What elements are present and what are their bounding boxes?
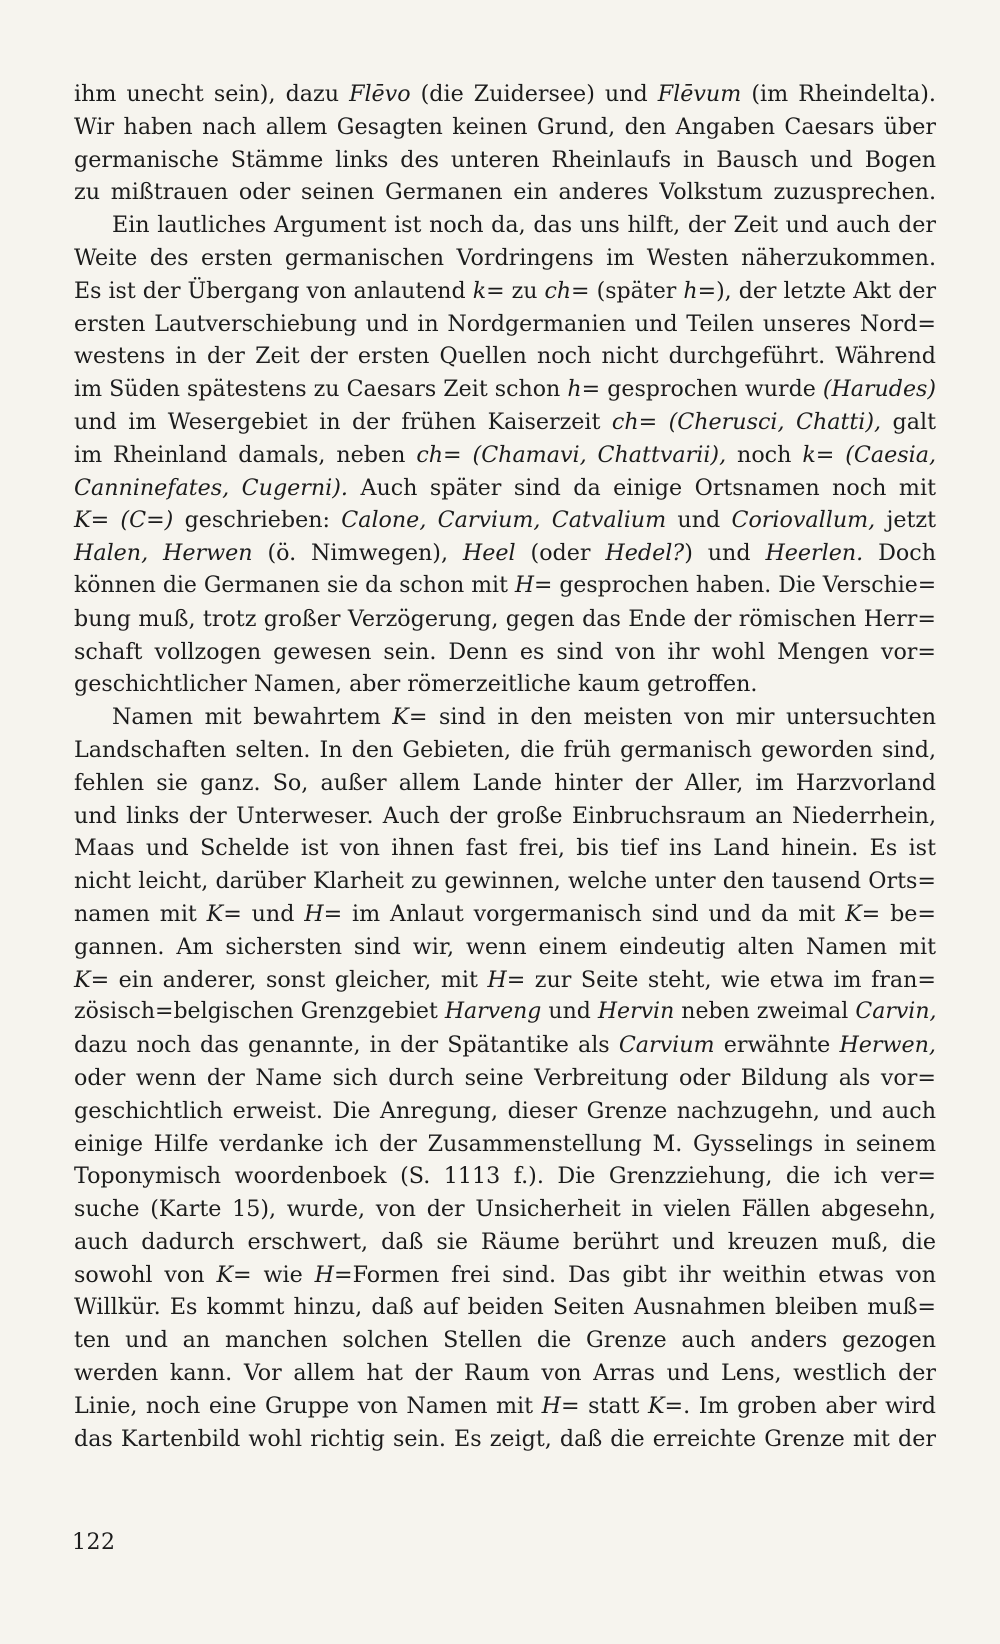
italic-term: Carvin, — [855, 999, 937, 1025]
text-line — [74, 1029, 936, 1062]
text-run: germanische Stämme links des unteren Rheinlaufs in Bausch und Bogen — [74, 146, 936, 173]
text-line — [74, 931, 936, 964]
text-line — [74, 832, 936, 865]
text-run: Weite des ersten germanischen Vordringens im Westen näherzukommen. — [74, 244, 936, 271]
text-line — [74, 1095, 936, 1128]
text-run: geschrieben: — [173, 507, 342, 534]
text-run: ten und an manchen solchen Stellen die Grenze auch anders gezogen — [74, 1327, 936, 1354]
text-run: (später — [589, 277, 684, 304]
italic-term: Flēvum — [657, 81, 742, 107]
text-run: und — [541, 999, 598, 1025]
italic-term: Coriovallum, — [731, 507, 876, 534]
italic-term: H= — [541, 1392, 580, 1419]
text-run: und — [666, 507, 732, 534]
text-run: oder wenn der Name sich durch seine Verbreitung oder Bildung als vor= — [74, 1064, 936, 1091]
italic-term: ch= (Chamavi, Chattvarii), — [416, 441, 727, 468]
body-text — [74, 78, 936, 1455]
italic-term: K= — [74, 966, 110, 993]
text-run: ) und — [684, 540, 766, 567]
text-run: (die Zuidersee) und — [410, 81, 658, 107]
text-line — [74, 767, 936, 800]
italic-term: h= — [683, 277, 717, 304]
text-run: nicht leicht, darüber Klarheit zu gewinnen, welche unter den tausend Orts= — [74, 868, 936, 895]
text-run: geschichtlicher Namen, aber römerzeitliche kaum getroffen. — [74, 671, 758, 698]
text-line — [74, 1390, 936, 1423]
text-run: Formen frei sind. Das gibt ihr weithin etwas von — [352, 1261, 936, 1288]
text-run: und links der Unterweser. Auch der große Einbruchsraum an Niederrhein, — [74, 802, 936, 829]
text-run: . Im groben aber wird — [683, 1392, 936, 1419]
text-run: einige Hilfe verdanke ich der Zusammenstellung M. Gysselings in seinem — [74, 1130, 936, 1157]
text-run: dazu noch das genannte, in der Spätantike als — [74, 1032, 619, 1059]
italic-term: Herwen, — [839, 1032, 936, 1059]
italic-term: Carvium — [618, 1032, 715, 1059]
text-run: Linie, noch eine Gruppe von Namen mit — [74, 1392, 542, 1419]
text-run: bung muß, trotz großer Verzögerung, gegen das Ende der römischen Herr= — [74, 605, 936, 632]
text-run: (oder — [515, 540, 606, 567]
text-line — [74, 1357, 936, 1390]
text-line — [74, 472, 936, 505]
text-run: fehlen sie ganz. So, außer allem Lande hinter der Aller, im Harzvorland — [74, 769, 936, 796]
text-run: und im Wesergebiet in der frühen Kaiserzeit — [74, 408, 612, 435]
text-run: Es ist der Übergang von anlautend — [74, 277, 473, 304]
text-line — [74, 1423, 936, 1456]
text-line — [74, 603, 936, 636]
text-line — [74, 1160, 936, 1193]
text-run: Auch später sind da einige Ortsnamen noch mit — [347, 474, 936, 501]
text-line — [74, 308, 936, 341]
text-run: schaft vollzogen gewesen sein. Denn es sind von ihr wohl Mengen vor= — [74, 638, 936, 665]
italic-term: H= — [304, 900, 343, 927]
text-run: im Süden spätestens zu Caesars Zeit schon — [74, 376, 568, 403]
text-run: be= — [880, 900, 936, 927]
italic-term: H= — [514, 572, 553, 598]
text-run: neben zweimal — [674, 999, 856, 1025]
text-run: Namen mit bewahrtem — [112, 704, 393, 731]
italic-term: Harveng — [444, 999, 542, 1025]
text-line — [74, 504, 936, 537]
text-run: Maas und Schelde ist von ihnen fast frei, bis tief ins Land hinein. Es ist — [74, 835, 936, 862]
text-run: und — [241, 900, 305, 927]
italic-term: Halen, Herwen — [74, 540, 253, 567]
text-run: Ein lautliches Argument ist noch da, das uns hilft, der Zeit und auch der — [112, 212, 936, 239]
text-run: noch — [726, 441, 803, 468]
text-run: im Anlaut vorgermanisch sind und da mit — [342, 900, 846, 927]
italic-term: K= (C=) — [74, 507, 174, 534]
italic-term: K= — [845, 900, 881, 927]
text-line — [74, 537, 936, 570]
text-line — [74, 701, 936, 734]
italic-term: H= — [314, 1261, 353, 1288]
text-run: zösisch=belgischen Grenzgebiet — [74, 999, 445, 1025]
text-run: galt — [881, 408, 936, 435]
text-line — [74, 1128, 936, 1161]
text-run: das Kartenbild wohl richtig sein. Es zeigt, daß die erreichte Grenze mit der — [74, 1425, 936, 1452]
text-line — [74, 996, 936, 1029]
text-line — [74, 275, 936, 308]
text-run: werden kann. Vor allem hat der Raum von Arras und Lens, westlich der — [74, 1360, 936, 1387]
italic-term: Heel — [462, 540, 516, 567]
text-run: Toponymisch woordenboek (S. 1113 f.). Die Grenzziehung, die ich ver= — [74, 1163, 936, 1190]
italic-term: (Harudes) — [822, 376, 936, 403]
italic-term: K= — [216, 1261, 252, 1288]
text-run: erwähnte — [714, 1032, 840, 1059]
text-line — [74, 570, 936, 603]
text-run: sowohl von — [74, 1261, 217, 1288]
text-line — [74, 209, 936, 242]
italic-term: Calone, Carvium, Catvalium — [341, 507, 667, 534]
text-run: zur Seite steht, wie etwa im fran= — [525, 966, 936, 993]
text-line — [74, 439, 936, 472]
text-run: namen mit — [74, 900, 207, 927]
italic-term: k= — [472, 277, 505, 304]
text-line — [74, 1291, 936, 1324]
text-line — [74, 406, 936, 439]
text-run: gannen. Am sichersten sind wir, wenn einem eindeutig alten Namen mit — [74, 933, 936, 960]
text-line — [74, 1259, 936, 1292]
text-run: (ö. Nimwegen), — [252, 540, 463, 567]
text-line — [74, 636, 936, 669]
text-run: zu — [504, 277, 545, 304]
text-run: Willkür. Es kommt hinzu, daß auf beiden Seiten Ausnahmen bleiben muß= — [74, 1294, 936, 1321]
italic-term: K= — [647, 1392, 684, 1419]
text-run: ein anderer, sonst gleicher, mit — [109, 966, 488, 993]
text-run: (im Rheindelta). — [741, 81, 936, 107]
text-line — [74, 734, 936, 767]
italic-term: H= — [487, 966, 526, 993]
italic-term: K= — [206, 900, 242, 927]
italic-term: Canninefates, Cugerni). — [74, 474, 348, 501]
text-line — [74, 1324, 936, 1357]
text-line — [74, 242, 936, 275]
text-line — [74, 1062, 936, 1095]
text-run: können die Germanen sie da schon mit — [74, 572, 515, 598]
text-line — [74, 78, 936, 111]
italic-term: Flēvo — [349, 81, 411, 107]
text-line — [74, 668, 936, 701]
italic-term: K= — [392, 704, 428, 731]
text-line — [74, 1226, 936, 1259]
text-run: ), der letzte Akt der — [716, 277, 937, 304]
text-run: gesprochen wurde — [600, 376, 823, 403]
italic-term: Hervin — [597, 999, 675, 1025]
text-line — [74, 340, 936, 373]
text-run: Doch — [863, 540, 936, 567]
text-run: auch dadurch erschwert, daß sie Räume berührt und kreuzen muß, die — [74, 1228, 936, 1255]
text-line — [74, 898, 936, 931]
text-line — [74, 111, 936, 144]
text-line — [74, 176, 936, 209]
text-run: zu mißtrauen oder seinen Germanen ein anderes Volkstum zuzusprechen. — [74, 179, 936, 206]
text-run: im Rheinland damals, neben — [74, 441, 417, 468]
italic-term: k= (Caesia, — [802, 441, 936, 468]
text-run: ersten Lautverschiebung und in Nordgermanien und Teilen unseres Nord= — [74, 310, 936, 337]
italic-term: ch= — [544, 277, 590, 304]
italic-term: Hedel? — [605, 540, 685, 567]
text-run: Landschaften selten. In den Gebieten, die früh germanisch geworden sind, — [74, 736, 936, 763]
text-run: jetzt — [875, 507, 937, 534]
text-run: statt — [579, 1392, 648, 1419]
text-run: westens in der Zeit der ersten Quellen noch nicht durchgeführt. Während — [74, 343, 936, 370]
text-run: gesprochen haben. Die Verschie= — [552, 572, 937, 598]
italic-term: h= — [567, 376, 601, 403]
text-run: suche (Karte 15), wurde, von der Unsicherheit in vielen Fällen abgesehn, — [74, 1196, 936, 1223]
text-line — [74, 1193, 936, 1226]
page-number: 122 — [72, 1530, 116, 1555]
text-run: ihm unecht sein), dazu — [74, 81, 350, 107]
text-line — [74, 800, 936, 833]
text-run: sind in den meisten von mir untersuchten — [427, 704, 936, 731]
text-line — [74, 144, 936, 177]
text-line — [74, 865, 936, 898]
italic-term: ch= (Cherusci, Chatti), — [611, 408, 882, 435]
text-run: wie — [251, 1261, 315, 1288]
text-run: Wir haben nach allem Gesagten keinen Grund, den Angaben Caesars über — [74, 113, 936, 140]
text-run: geschichtlich erweist. Die Anregung, dieser Grenze nachzugehn, und auch — [74, 1097, 936, 1124]
text-line — [74, 964, 936, 997]
italic-term: Heerlen. — [765, 540, 864, 567]
text-line — [74, 373, 936, 406]
